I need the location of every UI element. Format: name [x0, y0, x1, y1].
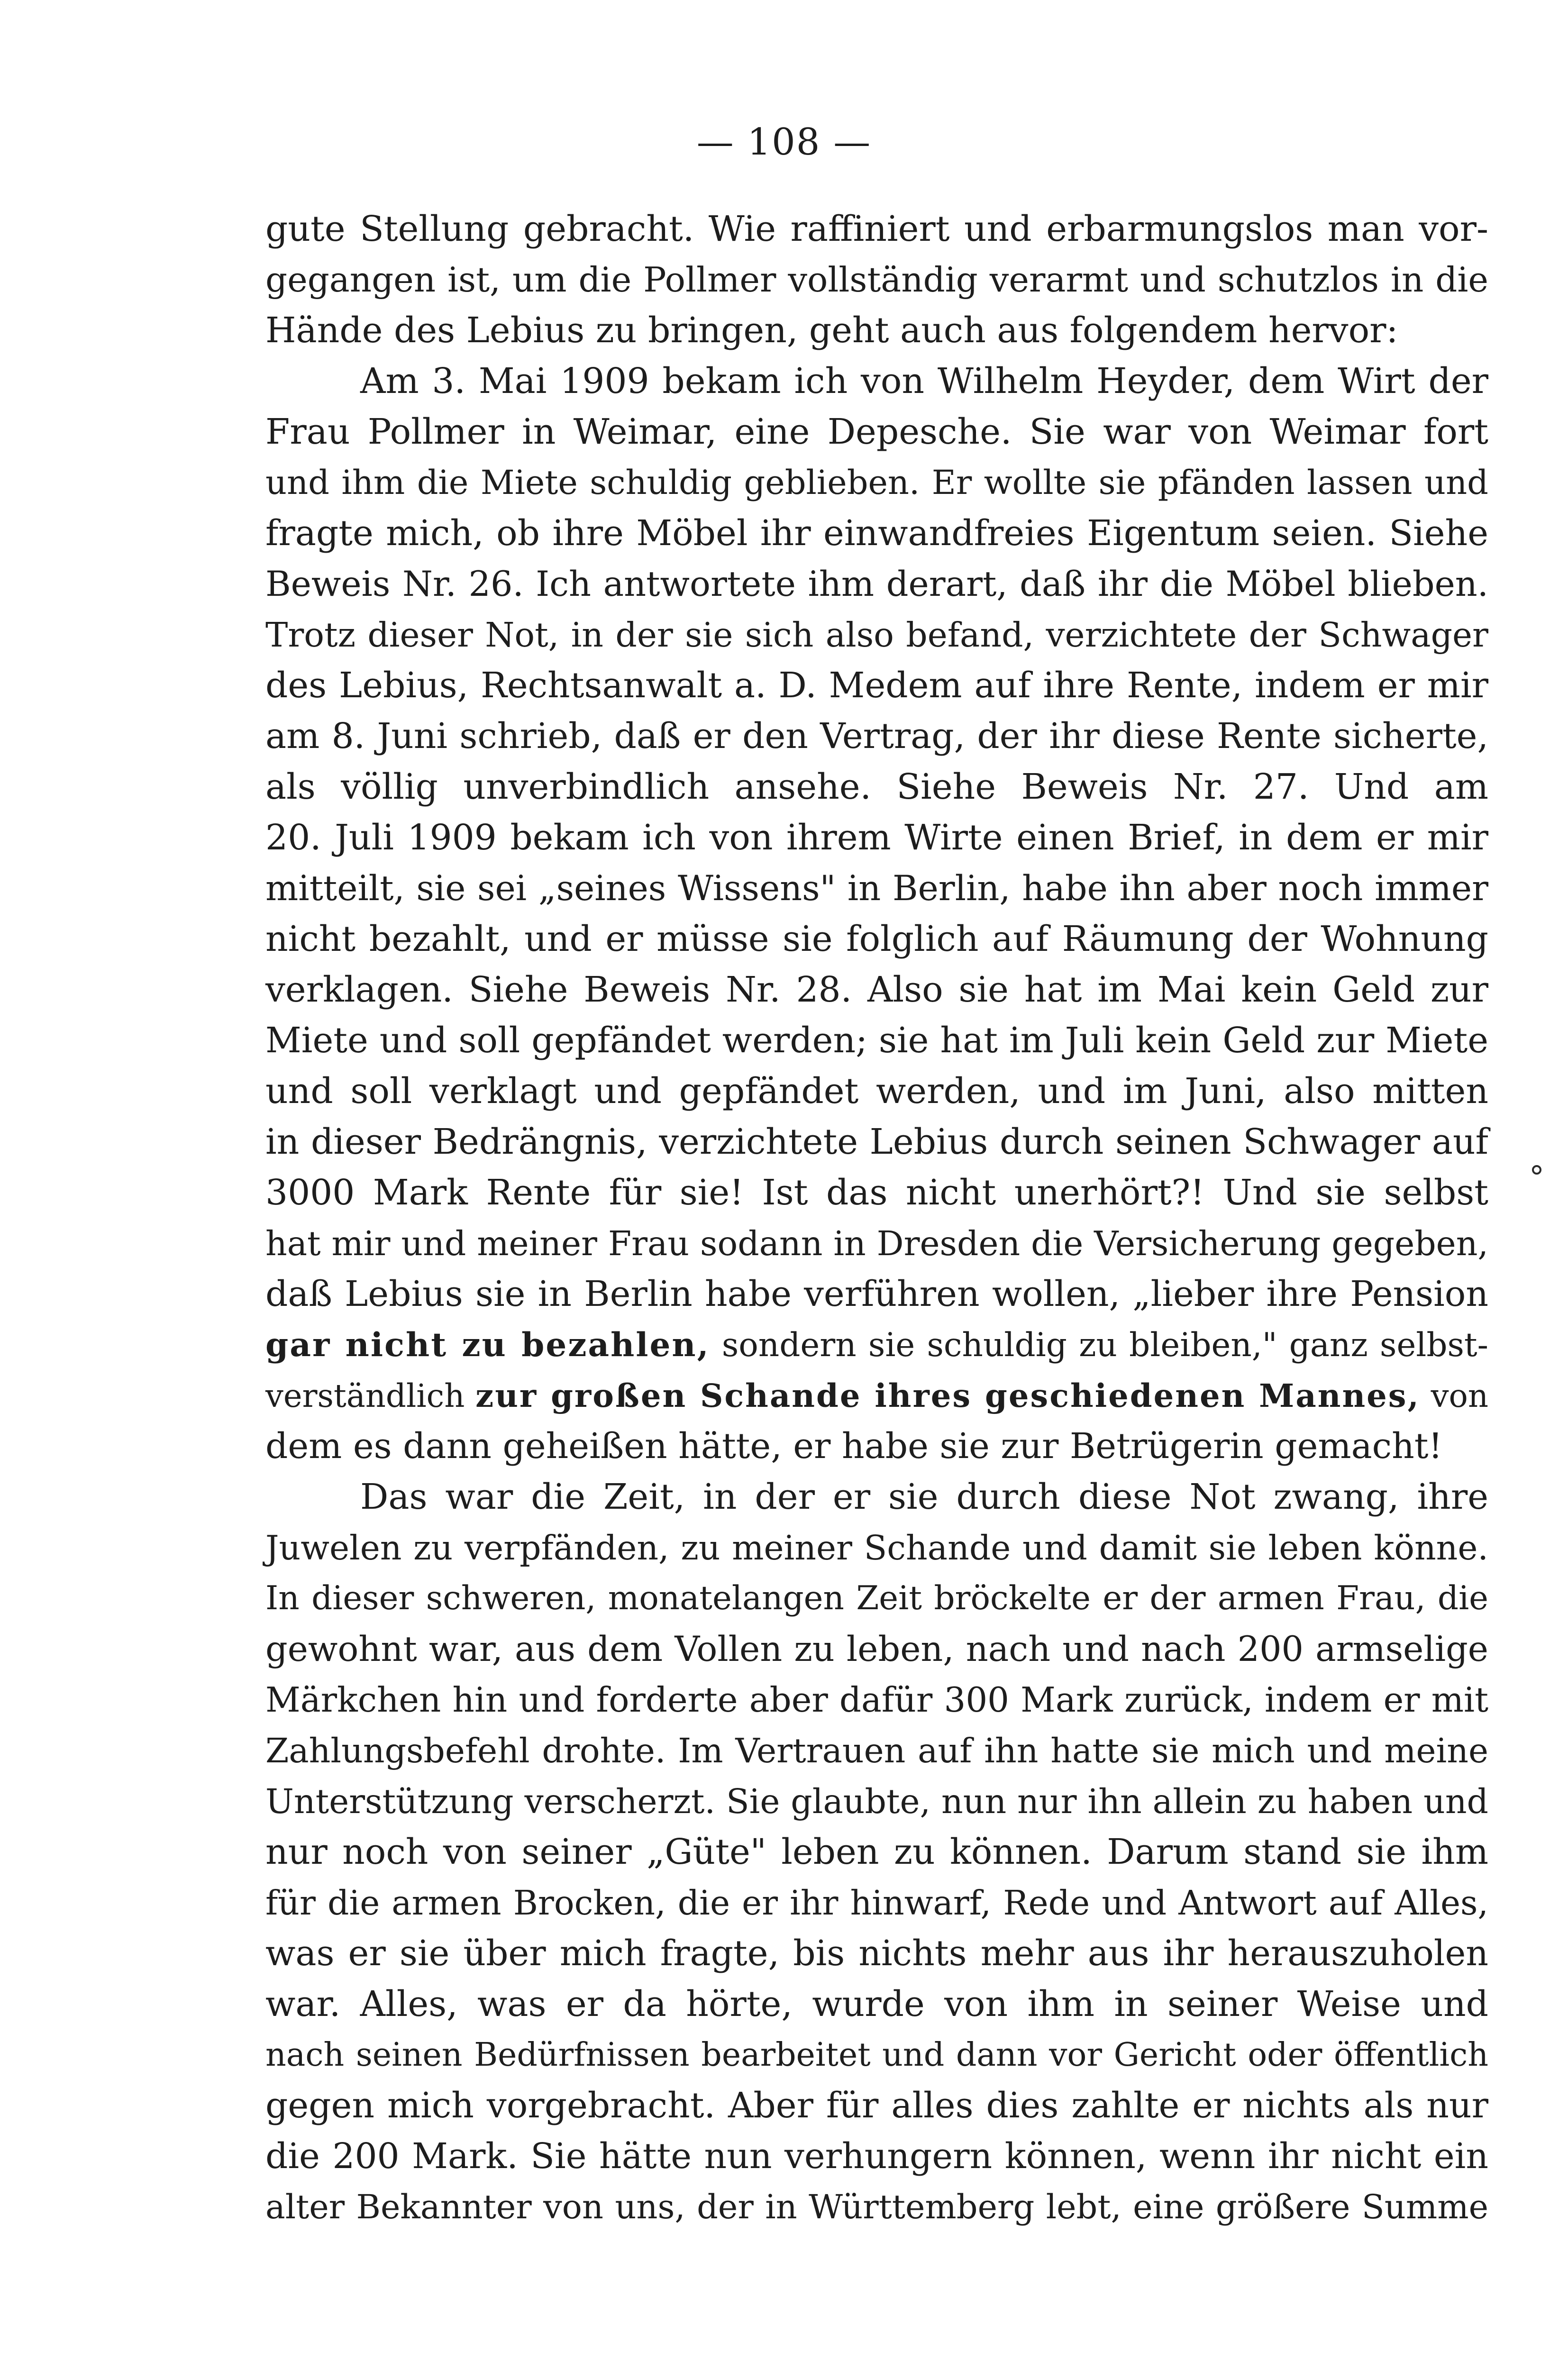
stray-ink-mark — [1532, 1165, 1541, 1175]
text-line: Beweis Nr. 26. Ich antwortete ihm derart, daß ihr die Möbel blieben. — [265, 564, 1488, 604]
text-line: war. Alles, was er da hörte, wurde von ihm in seiner Weise und — [265, 1984, 1488, 2024]
text-line: verklagen. Siehe Beweis Nr. 28. Also sie hat im Mai kein Geld zur — [265, 969, 1488, 1010]
text-line: nicht bezahlt, und er müsse sie folglich auf Räumung der Wohnung — [265, 919, 1488, 959]
emphasized-text: zur großen Schande ihres geschiedenen Mannes, — [475, 1377, 1420, 1414]
body-text — [265, 204, 1488, 2233]
text-line: Miete und soll gepfändet werden; sie hat im Juli kein Geld zur Miete — [265, 1020, 1488, 1061]
text-line: gegangen ist, um die Pollmer vollständig verarmt und schutzlos in die — [265, 260, 1488, 300]
text-line: am 8. Juni schrieb, daß er den Vertrag, der ihr diese Rente sicherte, — [265, 716, 1488, 757]
text-line: gegen mich vorgebracht. Aber für alles dies zahlte er nichts als nur — [265, 2085, 1488, 2126]
text-line: gar nicht zu bezahlen, sondern sie schuldig zu bleiben," ganz selbst- — [265, 1326, 1488, 1364]
text-line: In dieser schweren, monatelangen Zeit bröckelte er der armen Frau, die — [265, 1579, 1488, 1617]
text-line: und soll verklagt und gepfändet werden, und im Juni, also mitten — [265, 1071, 1488, 1112]
text-line: in dieser Bedrängnis, verzichtete Lebius durch seinen Schwager auf — [265, 1121, 1488, 1162]
page-number: — 108 — — [696, 121, 872, 164]
text-line: Hände des Lebius zu bringen, geht auch aus folgendem hervor: — [265, 310, 1398, 351]
text-line: nur noch von seiner „Güte" leben zu können. Darum stand sie ihm — [265, 1832, 1488, 1872]
text-line: fragte mich, ob ihre Möbel ihr einwandfreies Eigentum seien. Siehe — [265, 513, 1488, 554]
text-line: 20. Juli 1909 bekam ich von ihrem Wirte einen Brief, in dem er mir — [265, 817, 1488, 858]
text-line: Frau Pollmer in Weimar, eine Depesche. Sie war von Weimar fort — [265, 411, 1488, 452]
text-line: Am 3. Mai 1909 bekam ich von Wilhelm Heyder, dem Wirt der — [360, 361, 1488, 401]
text-line: als völlig unverbindlich ansehe. Siehe Beweis Nr. 27. Und am — [265, 766, 1488, 807]
text-line: verständlich zur großen Schande ihres geschiedenen Mannes, von — [265, 1377, 1489, 1414]
text-line: Trotz dieser Not, in der sie sich also befand, verzichtete der Schwager — [265, 615, 1488, 655]
text-line: gewohnt war, aus dem Vollen zu leben, nach und nach 200 armselige — [265, 1629, 1488, 1669]
text-line: gute Stellung gebracht. Wie raffiniert und erbarmungslos man vor- — [265, 209, 1488, 249]
text-line: Unterstützung verscherzt. Sie glaubte, nun nur ihn allein zu haben und — [265, 1782, 1488, 1821]
text-line: nach seinen Bedürfnissen bearbeitet und dann vor Gericht oder öffentlich — [265, 2036, 1488, 2074]
text-line: alter Bekannter von uns, der in Württemberg lebt, eine größere Summe — [265, 2188, 1488, 2226]
text-line: für die armen Brocken, die er ihr hinwarf, Rede und Antwort auf Alles, — [265, 1883, 1488, 1923]
text-line: Märkchen hin und forderte aber dafür 300 Mark zurück, indem er mit — [265, 1680, 1488, 1720]
text-line: dem es dann geheißen hätte, er habe sie zur Betrügerin gemacht! — [265, 1426, 1443, 1467]
text-line: mitteilt, sie sei „seines Wissens" in Berlin, habe ihn aber noch immer — [265, 868, 1488, 909]
emphasized-text: gar nicht zu bezahlen, — [265, 1326, 710, 1364]
text-line: was er sie über mich fragte, bis nichts mehr aus ihr herauszuholen — [265, 1933, 1488, 1974]
text-line: 3000 Mark Rente für sie! Ist das nicht unerhört?! Und sie selbst — [265, 1172, 1488, 1213]
text-line: Juwelen zu verpfänden, zu meiner Schande und damit sie leben könne. — [265, 1528, 1488, 1568]
text-line: Zahlungsbefehl drohte. Im Vertrauen auf ihn hatte sie mich und meine — [265, 1731, 1488, 1770]
text-line: Das war die Zeit, in der er sie durch diese Not zwang, ihre — [360, 1477, 1488, 1517]
text-line: des Lebius, Rechtsanwalt a. D. Medem auf ihre Rente, indem er mir — [265, 665, 1488, 706]
text-line: hat mir und meiner Frau sodann in Dresden die Versicherung gegeben, — [265, 1224, 1488, 1263]
text-line: die 200 Mark. Sie hätte nun verhungern können, wenn ihr nicht ein — [265, 2136, 1488, 2177]
text-line: und ihm die Miete schuldig geblieben. Er wollte sie pfänden lassen und — [265, 463, 1488, 502]
text-line: daß Lebius sie in Berlin habe verführen wollen, „lieber ihre Pension — [265, 1274, 1488, 1314]
